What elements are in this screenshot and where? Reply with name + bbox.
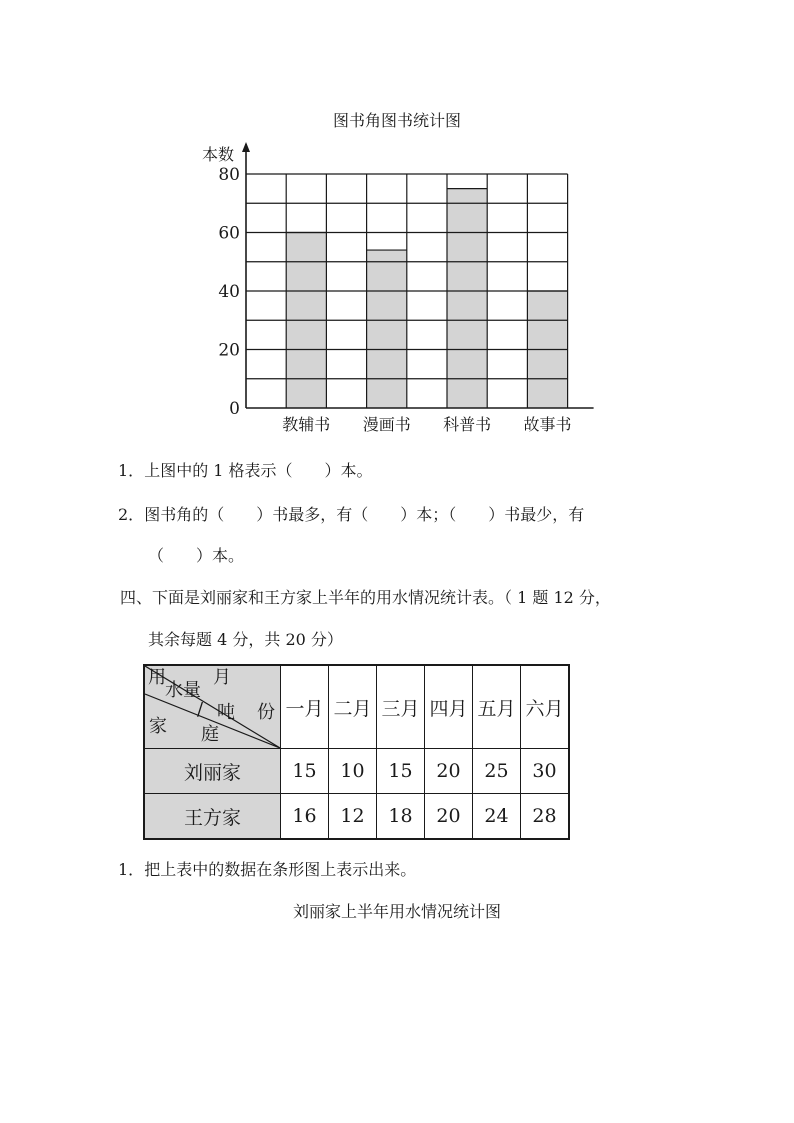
y-tick-label: 20 [218,340,240,361]
row-label: 刘丽家 [144,749,281,794]
month-header: 一月 [281,665,329,749]
table-cell: 20 [425,749,473,794]
corner-ton: 吨 [217,702,235,723]
section-heading: 四、下面是刘丽家和王方家上半年的用水情况统计表。（ 1 题 12 分， [120,588,611,607]
chart2-title: 刘丽家上半年用水情况统计图 [292,902,501,921]
bar-漫画书 [367,250,407,408]
question-number: 1． [118,860,145,879]
corner-month: 月 [213,667,231,688]
question-text: 把上表中的数据在条形图上表示出来。 [144,860,417,879]
x-tick-label: 教辅书 [282,415,331,434]
y-tick-label: 40 [218,282,240,302]
table-cell: 15 [377,749,425,794]
table-cell: 30 [521,749,570,794]
row-label: 王方家 [144,794,281,840]
y-tick-label: 60 [218,223,240,244]
x-tick-label: 漫画书 [362,415,411,434]
table-cell: 28 [521,794,570,840]
question-text: 上图中的 1 格表示（ ）本。 [144,461,373,480]
water-usage-table [143,664,570,840]
y-axis-label: 本数 [202,145,235,164]
corner-fen: 份 [257,702,275,723]
question-text: （ ）本。 [148,546,245,565]
bar-chart [190,140,610,440]
question-text: 图书角的（ ）书最多，有（ ）本；（ ）书最少，有 [144,505,585,524]
table-cell: 12 [329,794,377,840]
table-cell: 25 [473,749,521,794]
y-tick-label: 0 [229,399,240,419]
table-cell: 16 [281,794,329,840]
month-header: 四月 [425,665,473,749]
month-header: 六月 [521,665,570,749]
month-header: 三月 [377,665,425,749]
y-tick-label: 80 [218,165,240,185]
question-2-continued [148,543,244,566]
month-header: 二月 [329,665,377,749]
month-header: 五月 [473,665,521,749]
table-row [144,794,569,840]
question-2 [118,502,584,525]
corner-family-2: 庭 [201,724,219,745]
question-1 [118,458,373,481]
x-tick-label: 科普书 [443,415,492,434]
section-heading-continued: 其余每题 4 分，共 20 分） [148,630,343,649]
question-part4-1 [118,857,416,880]
table-cell: 20 [425,794,473,840]
corner-usage-2: 水量 [165,680,201,701]
table-cell: 24 [473,794,521,840]
table-row [144,749,569,794]
corner-family-1: 家 [149,716,167,737]
table-cell: 15 [281,749,329,794]
y-axis-arrow [242,142,250,152]
question-number: 1． [118,461,145,480]
table-cell: 10 [329,749,377,794]
bar-科普书 [447,189,487,408]
x-tick-label: 故事书 [523,415,572,434]
corner-slash: / [197,699,204,720]
table-cell: 18 [377,794,425,840]
chart-title: 图书角图书统计图 [332,111,461,130]
table-header-row [144,665,569,749]
question-number: 2． [118,505,145,524]
corner-usage-1: 用 [148,667,166,688]
table-corner-header [144,665,281,749]
